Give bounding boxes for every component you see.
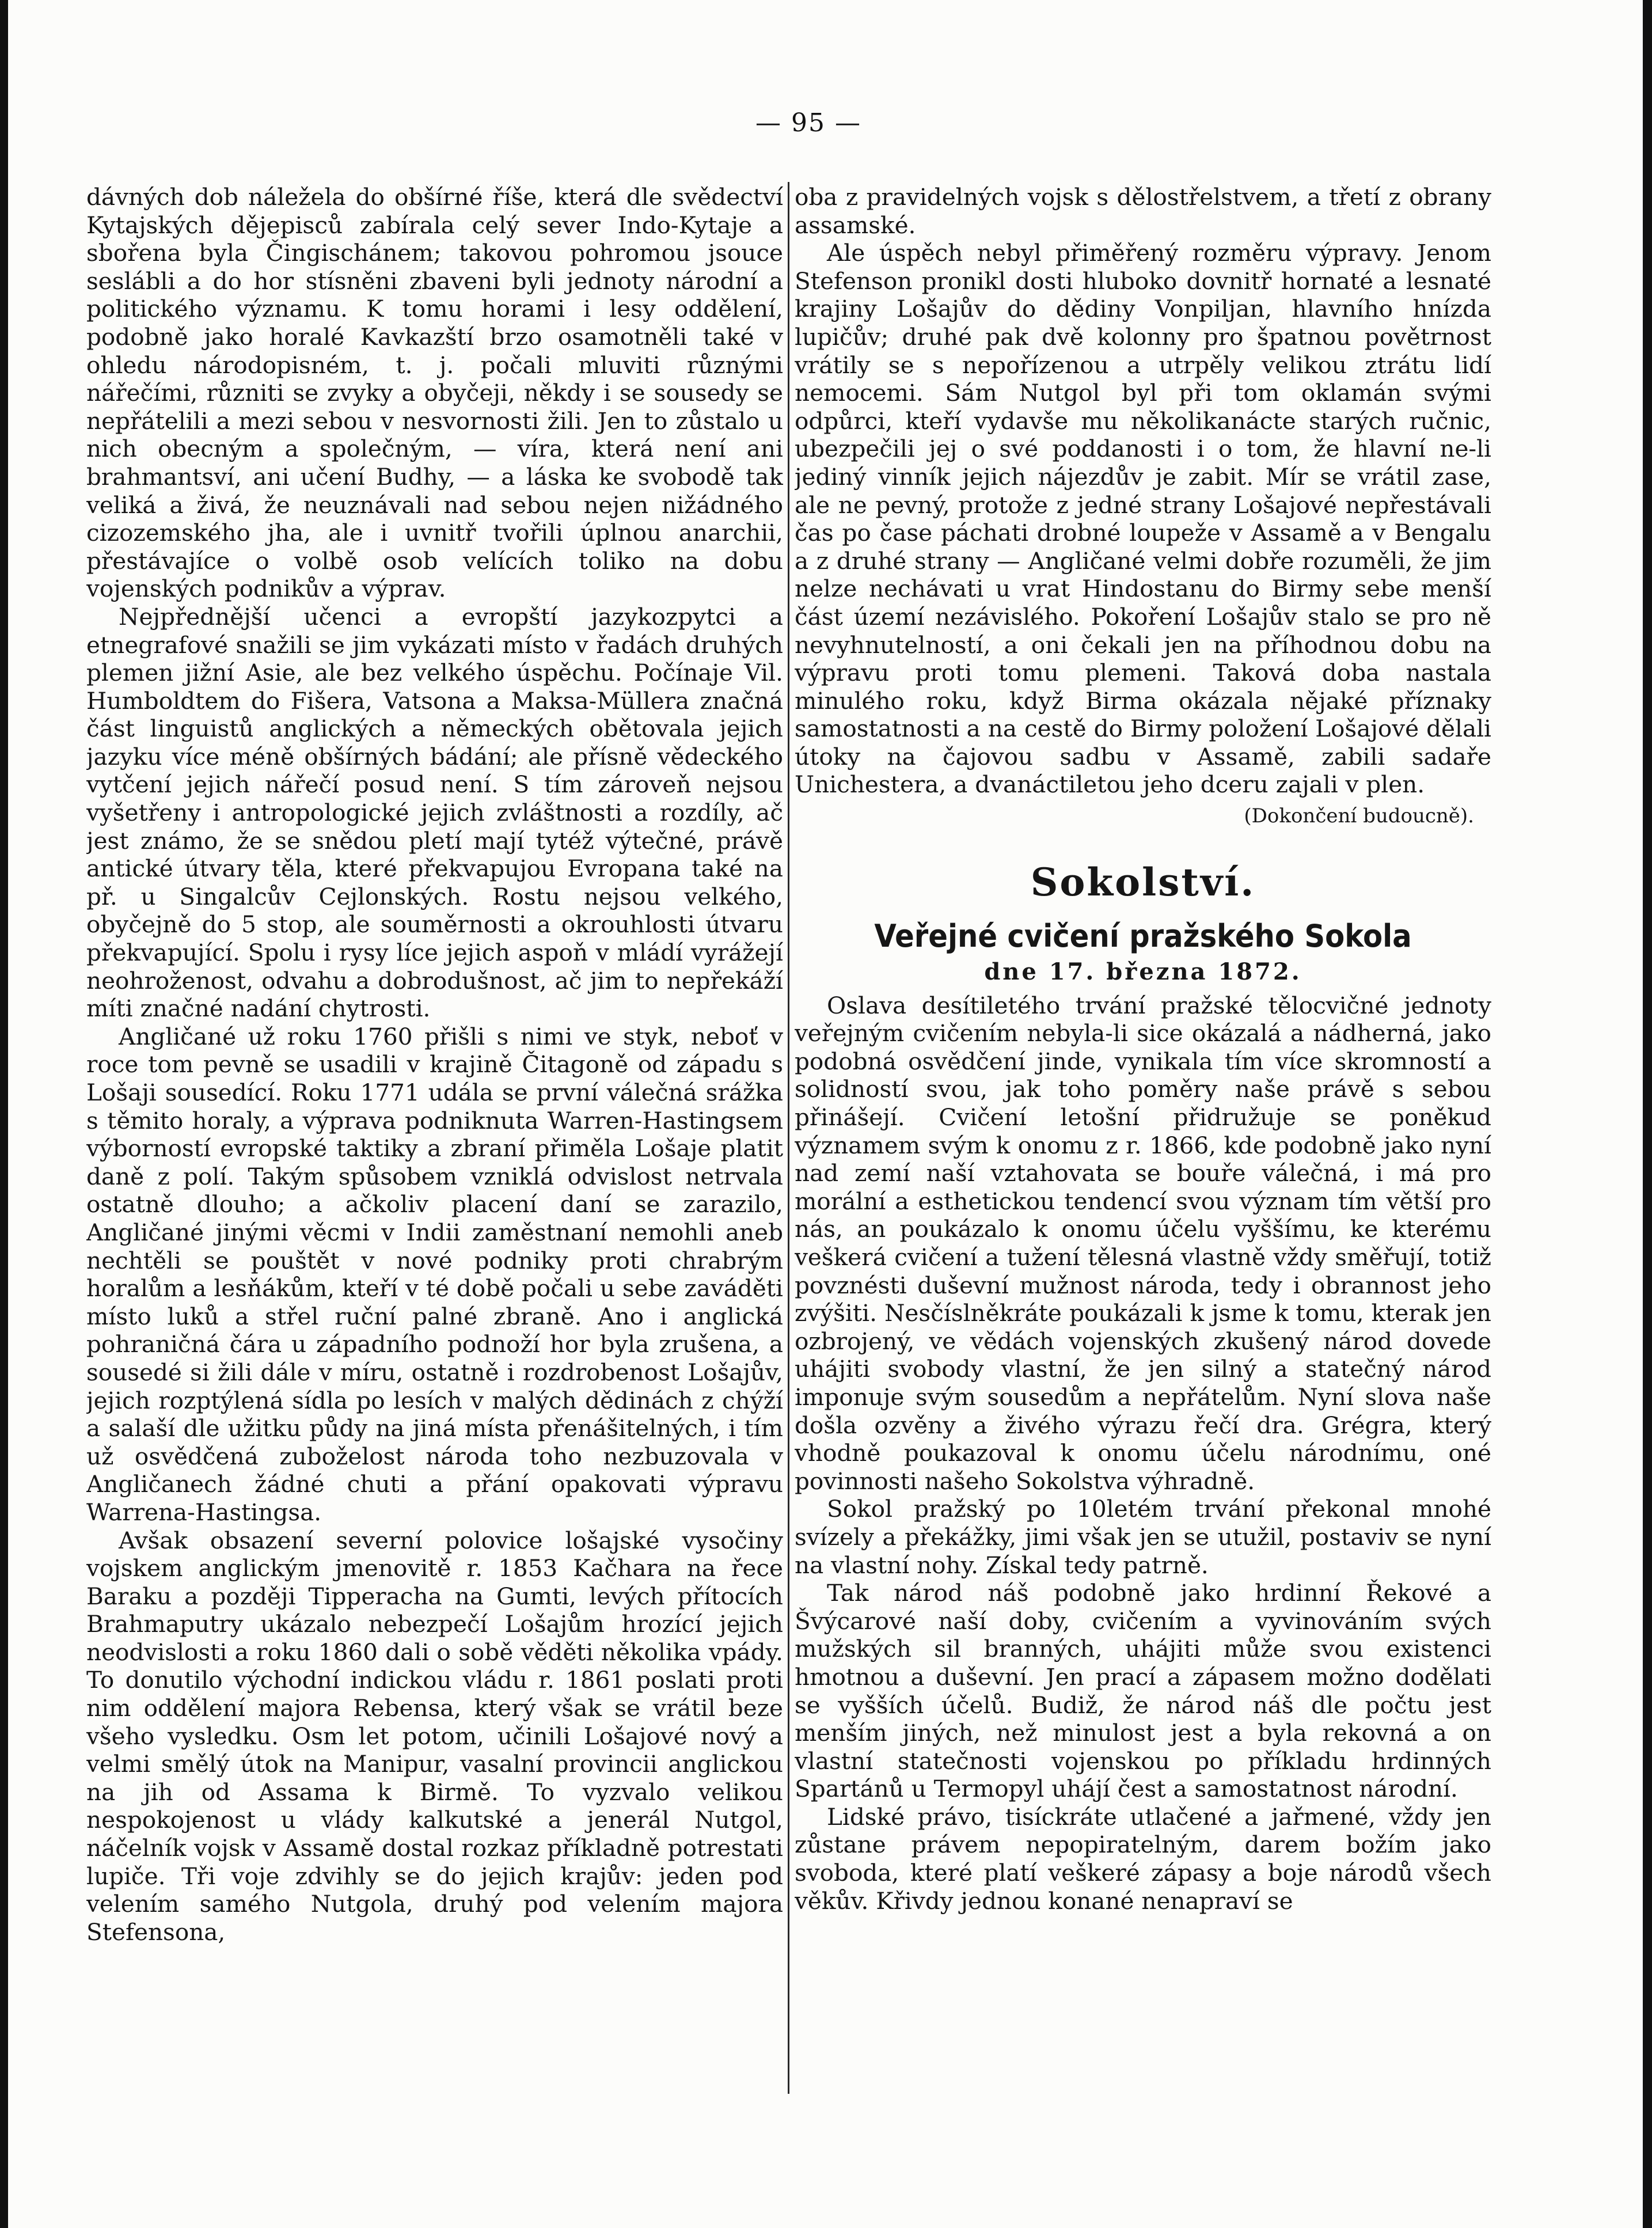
scan-border-left — [0, 0, 8, 2228]
right-paragraph-6: Lidské právo, tisíckráte utlačené a jařmené, vždy jen zůstane právem nepopiratelným, darem božím jako svoboda, které platí veškeré zápasy a boje národů všech věkův. Křivdy jednou konané nenapraví se — [795, 1802, 1491, 1915]
left-column — [86, 183, 783, 2106]
right-column — [795, 183, 1491, 2106]
article-date: dne 17. března 1872. — [984, 958, 1302, 985]
left-paragraph-2: Nejpřednější učenci a evropští jazykozpytci a etnegrafové snažili se jim vykázati místo v řadách druhých plemen jižní Asie, ale bez velkého úspěchu. Počínaje Vil. Humboldtem do Fišera, Vatsona a Maksa-Müllera značná část linguistů anglických a německých obětovala jejich jazyku více méně obšírných bádání; ale přísně vědeckého vytčení jejich nářečí posud není. S tím zároveň nejsou vyšetřeny i antropologické jejich zvláštnosti a rozdíly, ač jest známo, že se snědou pletí mají tytéž výtečné, právě antické útvary těla, které překvapujou Evropana také na př. u Singalcův Cejlonských. Rostu nejsou velkého, obyčejně do 5 stop, ale souměrnosti a okrouhlosti útvaru překvapující. Spolu i rysy líce jejich aspoň v mládí vyrážejí neohroženost, odvahu a dobrodušnost, ač jim to nepřekáží míti značné nadání chytrosti. — [86, 602, 783, 1023]
right-paragraph-3: Oslava desítiletého trvání pražské tělocvičné jednoty veřejným cvičením nebyla-li sice okázalá a nádherná, jako podobná osvědčení jinde, vynikala tím více skromností a solidností svou, jak toho poměry naše právě s sebou přinášejí. Cvičení letošní přidružuje se poněkud významem svým k onomu z r. 1866, kde podobně jako nyní nad zemí naší vztahovata se bouře válečná, i má pro morální a esthetickou tendencí svou význam tím větší pro nás, an poukázalo k onomu účelu vyššímu, ke kterému veškerá cvičení a tužení tělesná vlastně vždy směřují, totiž povznésti duševní mužnost národa, tedy i obrannost jeho zvýšiti. Nesčíslněkráte poukázali k jsme k tomu, kterak jen ozbrojený, ve vědách vojenských zkušený národ dovede uhájiti svobody vlastní, že jen silný a statečný národ imponuje svým sousedům a nepřátelům. Nyní slova naše došla ozvěny a živého výrazu řečí dra. Grégra, který vhodně poukazoval k onomu účelu národnímu, oné povinnosti našeho Sokolstva výhradně. — [795, 991, 1491, 1495]
section-title: Sokolství. — [1030, 859, 1256, 905]
continued-note: (Dokončení budoucně). — [1244, 804, 1474, 828]
scan-border-right — [1643, 0, 1652, 2228]
left-paragraph-4: Avšak obsazení severní polovice lošajské vysočiny vojskem anglickým jmenovitě r. 1853 Kačhara na řece Baraku a později Tipperacha na Gumti, levých přítocích Brahmaputry ukázalo nebezpečí Lošajům hrozící jejich neodvislosti a roku 1860 dali o sobě věděti několika vpády. To donutilo východní indickou vládu r. 1861 poslati proti nim oddělení majora Rebensa, který však se vrátil beze všeho vysledku. Osm let potom, učinili Lošajové nový a velmi smělý útok na Manipur, vasalní provincii anglickou na jih od Assama k Birmě. To vyzvalo velikou nespokojenost u vlády kalkutské a jenerál Nutgol, náčelník vojsk v Assamě dostal rozkaz příkladně potrestati lupiče. Tři voje zdvihly se do jejich krajův: jeden pod velením samého Nutgola, druhý pod velením majora Stefensona, — [86, 1526, 783, 1946]
right-paragraph-1: oba z pravidelných vojsk s dělostřelstvem, a třetí z obrany assamské. — [795, 183, 1491, 239]
left-paragraph-1: dávných dob náležela do obšírné říše, která dle svědectví Kytajských dějepisců zabírala celý sever Indo-Kytaje a sbořena byla Čingischánem; takovou pohromou jsouce seslábli a do hor stísněni zbaveni byli jednoty národní a politického významu. K tomu horami i lesy oddělení, podobně jako horalé Kavkazští brzo osamotněli také v ohledu národopisném, t. j. počali mluviti různými nářečími, různiti se zvyky a obyčeji, někdy i se sousedy se nepřátelili a mezi sebou v nesvornosti žili. Jen to zůstalo u nich obecným a společným, — víra, která není ani brahmantsví, ani učení Budhy, — a láska ke svobodě tak veliká a živá, že neuznávali nad sebou nejen nižádného cizozemského jha, ale i uvnitř tvořili úplnou anarchii, přestávajíce o volbě osob velících toliko na dobu vojenských podnikův a výprav. — [86, 183, 783, 603]
article-title: Veřejné cvičení pražského Sokola — [874, 917, 1412, 954]
right-paragraph-2: Ale úspěch nebyl přiměřený rozměru výpravy. Jenom Stefenson pronikl dosti hluboko dovnitř hornaté a lesnaté krajiny Lošajův do dědiny Vonpiljan, hlavního hnízda lupičův; druhé pak dvě kolonny pro špatnou povětrnost vrátily se s nepořízenou a utrpěly velikou ztrátu lidí nemocemi. Sám Nutgol byl při tom oklamán svými odpůrci, kteří vydavše mu několikanácte starých ručnic, ubezpečili jej o své poddanosti i o tom, že hlavní ne-li jediný vinník jejich nájezdův je zabit. Mír se vrátil zase, ale ne pevný, protože z jedné strany Lošajové nepřestávali čas po čase páchati drobné loupeže v Assamě a v Bengalu a z druhé strany — Angličané velmi dobře rozuměli, že jim nelze nechávati u vrat Hindostanu do Birmy sebe menší část území nezávislého. Pokoření Lošajův stalo se pro ně nevyhnutelností, a oni čekali jen na příhodnou dobu na výpravu proti tomu plemeni. Taková doba nastala minulého roku, když Birma okázala nějaké příznaky samostatnosti a na cestě do Birmy položení Lošajové dělali útoky na čajovou sadbu v Assamě, zabili sadaře Unichestera, a dvanáctiletou jeho dceru zajali v plen. — [795, 239, 1491, 799]
column-divider — [788, 182, 789, 2094]
right-paragraph-5: Tak národ náš podobně jako hrdinní Řekové a Švýcarové naší doby, cvičením a vyvinováním svých mužských sil branných, uhájiti může svou existenci hmotnou a duševní. Jen prací a zápasem možno dodělati se vyšších účelů. Budiž, že národ náš dle počtu jest menším jiných, než minulost jest a byla rekovná a on vlastní statečnosti vojenskou po příkladu hrdinných Spartánů u Termopyl uhájí čest a samostatnost národní. — [795, 1579, 1491, 1803]
page-number: — 95 — — [755, 108, 861, 138]
left-paragraph-3: Angličané už roku 1760 přišli s nimi ve styk, neboť v roce tom pevně se usadili v krajině Čitagoně od západu s Lošaji sousedící. Roku 1771 udála se první válečná srážka s těmito horaly, a výprava podniknuta Warren-Hastingsem výborností evropské taktiky a zbraní přiměla Lošaje platit daně z polí. Takým spůsobem vzniklá odvislost netrvala ostatně dlouho; a ačkoliv placení daní se zarazilo, Angličané jinými věcmi v Indii zaměstnaní nemohli aneb nechtěli se pouštět v nové podniky proti chrabrým horalům a lesňákům, kteří v té době počali u sebe zaváděti místo luků a střel ruční palné zbraně. Ano i anglická pohraničná čára u západního podnoží hor byla zrušena, a sousedé si žili dále v míru, ostatně i rozdrobenost Lošajův, jejich rozptýlená sídla po lesích v malých dědinách z chýží a salaší dle užitku půdy na jiná místa přenášitelných, i tím už osvědčená zuboželost národa toho nezbuzovala v Angličanech žádné chuti a přání opakovati výpravu Warrena-Hastingsa. — [86, 1022, 783, 1526]
right-paragraph-4: Sokol pražský po 10letém trvání překonal mnohé svízely a překážky, jimi však jen se utužil, postaviv se nyní na vlastní nohy. Získal tedy patrně. — [795, 1495, 1491, 1579]
